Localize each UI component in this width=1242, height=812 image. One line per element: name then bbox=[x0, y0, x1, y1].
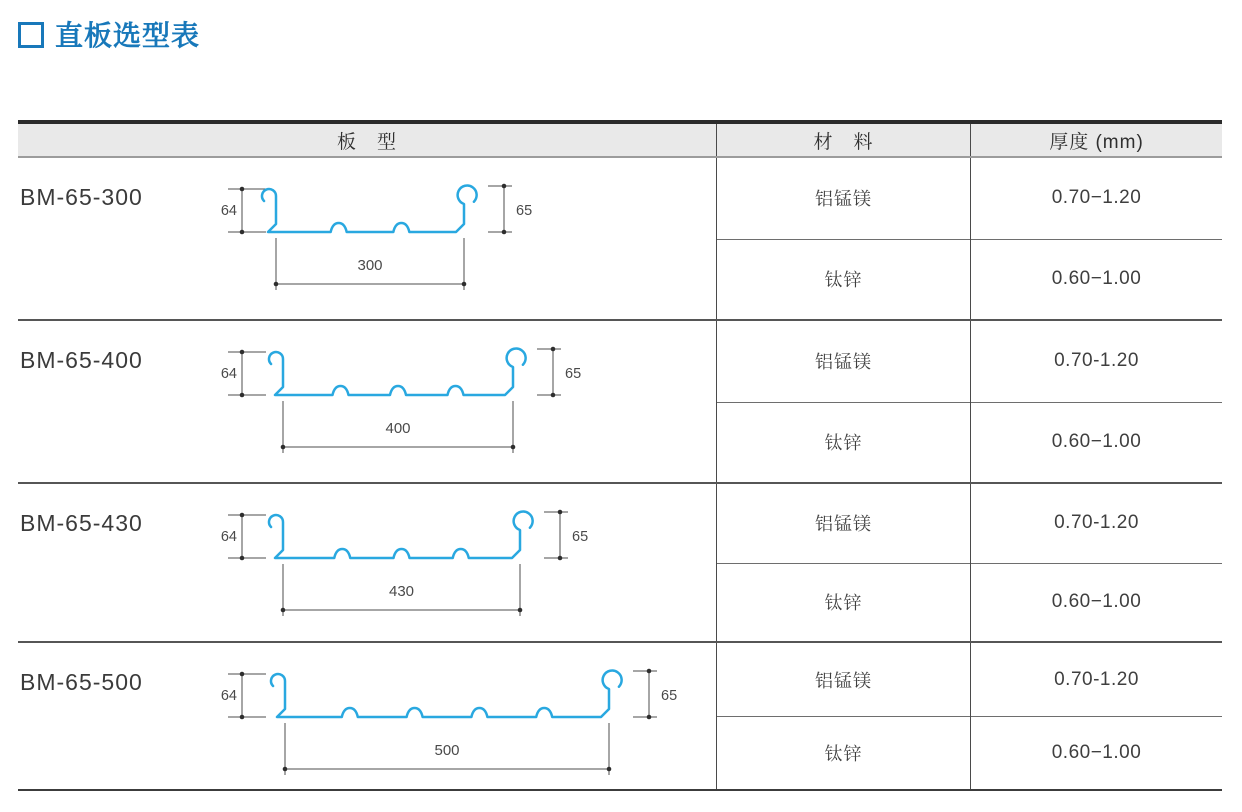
model-label: BM-65-300 bbox=[20, 184, 143, 210]
material-column bbox=[716, 484, 970, 641]
svg-text:400: 400 bbox=[385, 420, 411, 437]
thickness-value: 0.70−1.20 bbox=[1051, 187, 1142, 209]
thickness-cell bbox=[971, 321, 1222, 402]
svg-text:64: 64 bbox=[220, 529, 237, 545]
thickness-value: 0.60−1.00 bbox=[1051, 742, 1142, 763]
thickness-cell bbox=[971, 484, 1222, 563]
page-title-text: 直板选型表 bbox=[55, 20, 201, 51]
panel-type-cell bbox=[18, 643, 716, 789]
page-title bbox=[18, 14, 200, 54]
panel-type-cell bbox=[18, 321, 716, 482]
thickness-cell bbox=[971, 158, 1222, 239]
table-row bbox=[18, 641, 1222, 789]
material-cell bbox=[717, 563, 970, 642]
material-name: 钛锌 bbox=[824, 744, 863, 764]
material-cell bbox=[717, 239, 970, 320]
svg-text:64: 64 bbox=[220, 366, 237, 382]
svg-text:430: 430 bbox=[388, 583, 415, 600]
material-cell bbox=[717, 321, 970, 402]
thickness-cell bbox=[971, 563, 1222, 642]
table-row bbox=[18, 158, 1222, 319]
material-column bbox=[716, 158, 970, 319]
thickness-value: 0.70-1.20 bbox=[1054, 668, 1139, 690]
material-cell bbox=[717, 402, 970, 483]
material-name: 铝锰镁 bbox=[815, 514, 872, 535]
thickness-value: 0.70-1.20 bbox=[1054, 350, 1139, 372]
profile-drawing-bm-65-400 bbox=[212, 337, 692, 465]
material-cell bbox=[717, 484, 970, 563]
thickness-value: 0.60−1.00 bbox=[1051, 431, 1142, 453]
thickness-column bbox=[970, 158, 1222, 319]
svg-text:64: 64 bbox=[220, 688, 237, 704]
model-label: BM-65-400 bbox=[20, 347, 143, 373]
table-row bbox=[18, 482, 1222, 641]
profile-drawing-bm-65-300 bbox=[212, 174, 692, 302]
title-square-icon bbox=[18, 22, 44, 48]
thickness-value: 0.60−1.00 bbox=[1051, 268, 1142, 290]
thickness-column bbox=[970, 643, 1222, 789]
svg-text:65: 65 bbox=[565, 366, 582, 382]
material-column bbox=[716, 321, 970, 482]
material-cell bbox=[717, 716, 970, 789]
panel-type-cell bbox=[18, 158, 716, 319]
svg-text:500: 500 bbox=[434, 742, 460, 759]
svg-text:65: 65 bbox=[661, 688, 678, 704]
profile-drawing-bm-65-500 bbox=[212, 659, 692, 787]
header-material: 材 料 bbox=[716, 124, 970, 156]
thickness-column bbox=[970, 484, 1222, 641]
material-name: 钛锌 bbox=[824, 593, 863, 614]
thickness-cell bbox=[971, 239, 1222, 320]
header-panel-type: 板 型 bbox=[336, 131, 397, 153]
material-column bbox=[716, 643, 970, 789]
material-name: 铝锰镁 bbox=[815, 670, 872, 691]
material-name: 铝锰镁 bbox=[815, 352, 872, 373]
thickness-cell bbox=[971, 716, 1222, 789]
thickness-cell bbox=[971, 643, 1222, 716]
material-name: 钛锌 bbox=[824, 433, 863, 454]
material-cell bbox=[717, 643, 970, 716]
material-name: 铝锰镁 bbox=[815, 189, 872, 210]
table-row bbox=[18, 319, 1222, 482]
model-label: BM-65-430 bbox=[20, 510, 143, 536]
thickness-column bbox=[970, 321, 1222, 482]
profile-drawing-bm-65-430 bbox=[212, 500, 692, 628]
svg-text:64: 64 bbox=[220, 203, 237, 219]
material-name: 钛锌 bbox=[824, 270, 863, 291]
table-header-row bbox=[18, 124, 1222, 158]
model-label: BM-65-500 bbox=[20, 669, 143, 695]
material-cell bbox=[717, 158, 970, 239]
svg-text:300: 300 bbox=[357, 257, 383, 274]
thickness-value: 0.70-1.20 bbox=[1054, 512, 1139, 534]
header-thickness: 厚度 (mm) bbox=[970, 124, 1222, 156]
thickness-value: 0.60−1.00 bbox=[1051, 591, 1142, 613]
svg-text:65: 65 bbox=[572, 529, 589, 545]
thickness-cell bbox=[971, 402, 1222, 483]
panel-type-cell bbox=[18, 484, 716, 641]
svg-text:65: 65 bbox=[516, 203, 533, 219]
panel-selection-table bbox=[18, 120, 1222, 791]
